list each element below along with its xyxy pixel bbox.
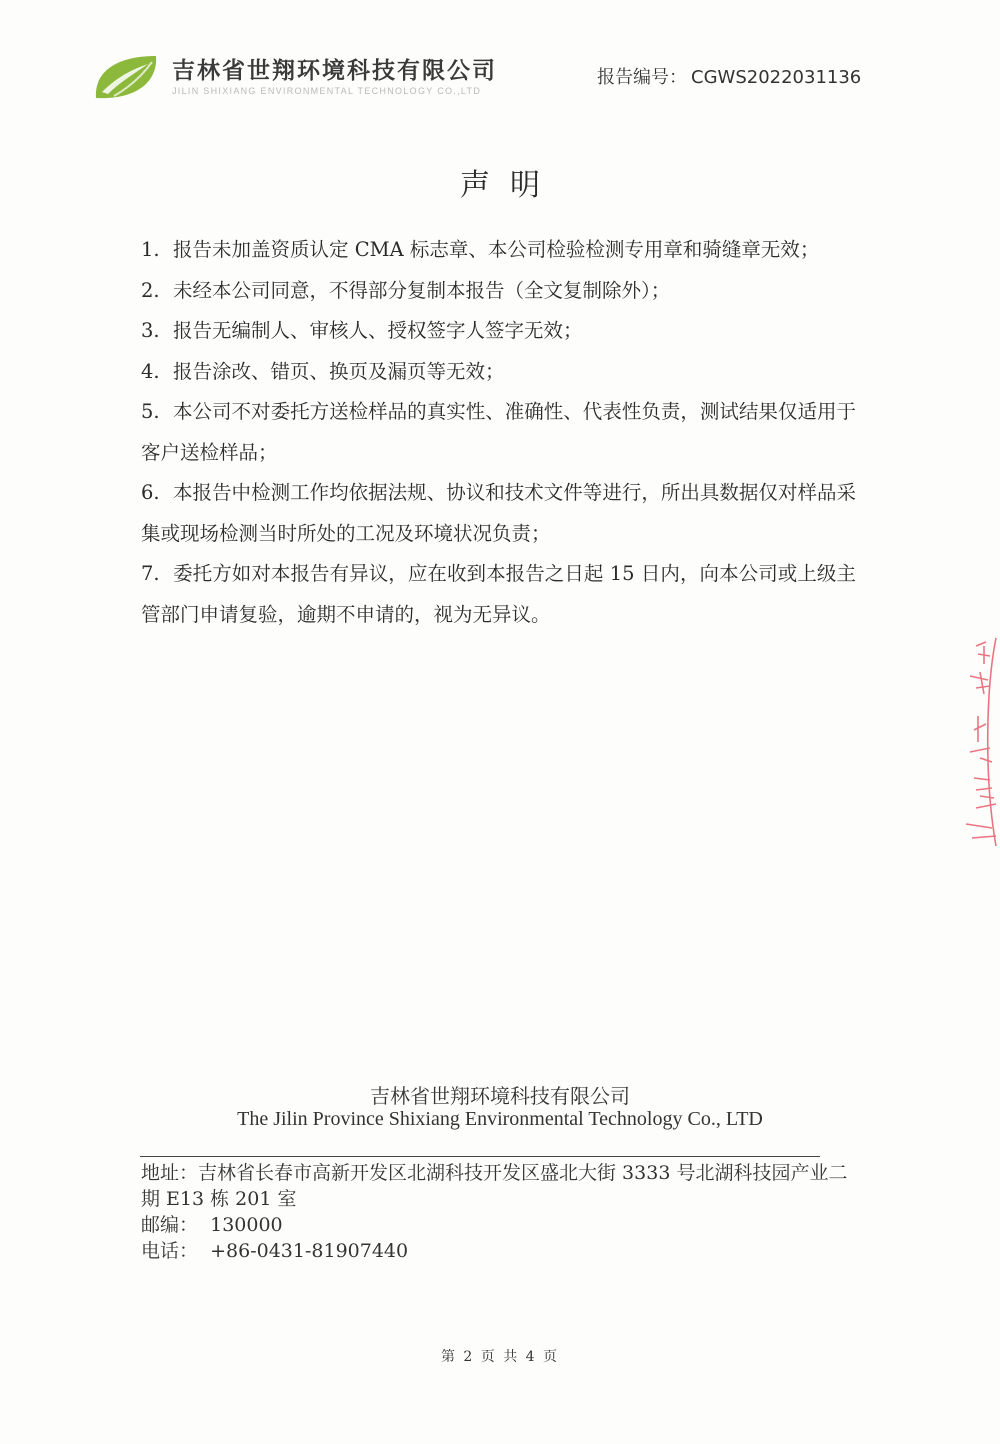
statement-text: 报告涂改、错页、换页及漏页等无效； <box>173 359 505 383</box>
statement-item <box>141 311 856 352</box>
statement-text: 本报告中检测工作均依据法规、协议和技术文件等进行，所出具数据仅对样品采集或现场检测当时所处的工况及环境状况负责； <box>141 481 856 545</box>
statement-item <box>141 352 856 393</box>
header-company-name: 吉林省世翔环境科技有限公司 <box>172 58 497 84</box>
report-number-value: CGWS2022031136 <box>691 67 862 88</box>
zip-label: 邮编： <box>141 1214 199 1236</box>
statement-item <box>141 271 856 312</box>
address-value: 吉林省长春市高新开发区北湖科技开发区盛北大街 3333 号北湖科技园产业二期 E13 栋 201 室 <box>141 1162 848 1210</box>
zip-row <box>141 1212 856 1238</box>
zip-value: 130000 <box>210 1214 283 1236</box>
statement-item <box>141 554 856 635</box>
statement-number: 6. <box>141 481 160 504</box>
address-row <box>141 1160 856 1212</box>
statement-text: 报告无编制人、审核人、授权签字人签字无效； <box>173 319 583 342</box>
phone-label: 电话： <box>141 1240 199 1262</box>
statement-number: 4. <box>141 359 160 383</box>
phone-row <box>141 1238 856 1264</box>
page-indicator: 第 2 页 共 4 页 <box>440 1349 560 1365</box>
statement-item <box>141 230 856 271</box>
footer-company-name: 吉林省世翔环境科技有限公司 <box>370 1084 630 1108</box>
footer-company-name-en: The Jilin Province Shixiang Environmental Technology Co., LTD <box>237 1108 763 1130</box>
contact-info <box>141 1160 856 1264</box>
statement-number: 5. <box>141 400 160 423</box>
report-number-label: 报告编号： <box>597 67 687 88</box>
statement-text: 报告未加盖资质认定 CMA 标志章、本公司检验检测专用章和骑缝章无效； <box>173 238 820 261</box>
statement-text: 未经本公司同意，不得部分复制本报告（全文复制除外）； <box>173 278 671 302</box>
statement-item <box>141 392 856 473</box>
statement-text: 委托方如对本报告有异议，应在收到本报告之日起 15 日内，向本公司或上级主管部门申请复验，逾期不申请的，视为无异议。 <box>141 562 856 626</box>
page-title: 声明 <box>460 168 560 203</box>
statement-item <box>141 473 856 554</box>
statement-list <box>141 230 856 635</box>
address-label: 地址： <box>141 1162 199 1184</box>
statement-number: 2. <box>141 278 160 302</box>
statement-number: 7. <box>141 562 160 585</box>
footer-divider <box>140 1156 820 1157</box>
header-company-name-en: JILIN SHIXIANG ENVIRONMENTAL TECHNOLOGY CO.,LTD <box>172 86 482 96</box>
phone-value: +86-0431-81907440 <box>210 1240 409 1262</box>
seal-stamp-icon <box>956 628 1000 853</box>
report-number <box>597 63 861 89</box>
statement-number: 3. <box>141 319 160 342</box>
statement-text: 本公司不对委托方送检样品的真实性、准确性、代表性负责，测试结果仅适用于客户送检样品； <box>141 400 856 464</box>
statement-number: 1. <box>141 238 160 261</box>
company-logo-leaf-icon <box>92 52 160 102</box>
